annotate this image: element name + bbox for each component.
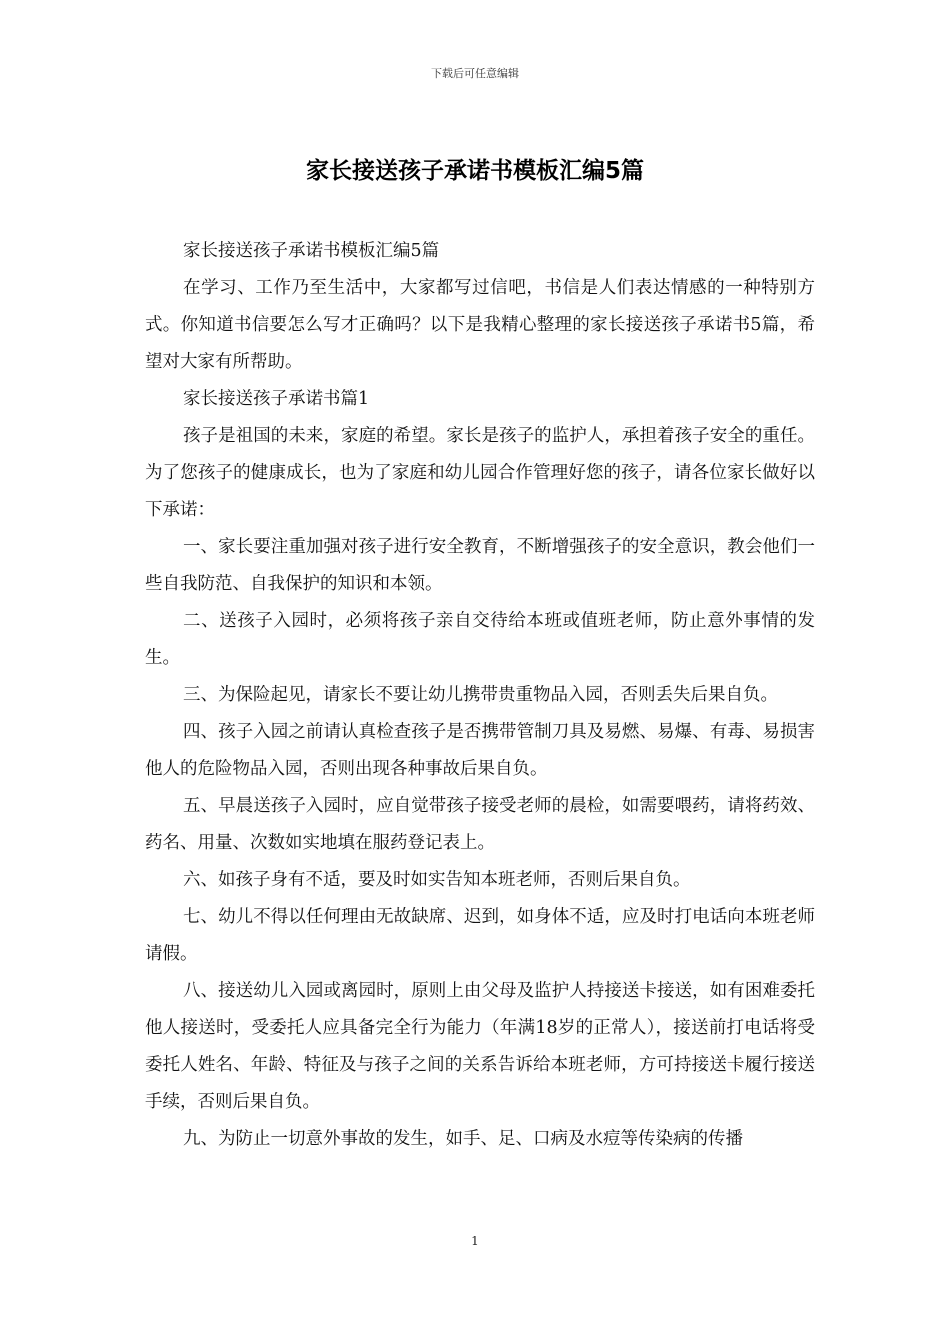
page-header: 下载后可任意编辑: [431, 67, 519, 80]
paragraph: 四、孩子入园之前请认真检查孩子是否携带管制刀具及易燃、易爆、有毒、易损害他人的危险物品入园，否则出现各种事故后果自负。: [145, 722, 815, 779]
paragraph: 一、家长要注重加强对孩子进行安全教育，不断增强孩子的安全意识，教会他们一些自我防范、自我保护的知识和本领。: [145, 537, 815, 594]
paragraph: 孩子是祖国的未来，家庭的希望。家长是孩子的监护人，承担着孩子安全的重任。为了您孩子的健康成长，也为了家庭和幼儿园合作管理好您的孩子，请各位家长做好以下承诺：: [145, 426, 815, 520]
paragraph: 八、接送幼儿入园或离园时，原则上由父母及监护人持接送卡接送，如有困难委托他人接送时，受委托人应具备完全行为能力（年满18岁的正常人），接送前打电话将受委托人姓名、年龄、特征及与孩子之间的关系告诉给本班老师，方可持接送卡履行接送手续，否则后果自负。: [145, 981, 815, 1112]
paragraph: 七、幼儿不得以任何理由无故缺席、迟到，如身体不适，应及时打电话向本班老师请假。: [145, 907, 815, 964]
document-title: 家长接送孩子承诺书模板汇编5篇: [305, 158, 644, 184]
paragraph: 在学习、工作乃至生活中，大家都写过信吧，书信是人们表达情感的一种特别方式。你知道书信要怎么写才正确吗？以下是我精心整理的家长接送孩子承诺书5篇，希望对大家有所帮助。: [145, 278, 815, 372]
paragraph: 五、早晨送孩子入园时，应自觉带孩子接受老师的晨检，如需要喂药，请将药效、药名、用量、次数如实地填在服药登记表上。: [145, 796, 815, 853]
paragraph: 三、为保险起见，请家长不要让幼儿携带贵重物品入园，否则丢失后果自负。: [183, 685, 778, 705]
document-body: [145, 233, 815, 1158]
paragraph: 二、送孩子入园时，必须将孩子亲自交待给本班或值班老师，防止意外事情的发生。: [145, 611, 815, 668]
paragraph: 家长接送孩子承诺书模板汇编5篇: [183, 241, 440, 261]
page-number: 1: [471, 1234, 479, 1248]
paragraph: 六、如孩子身有不适，要及时如实告知本班老师，否则后果自负。: [183, 870, 691, 890]
paragraph: 家长接送孩子承诺书篇1: [183, 389, 370, 409]
paragraph: 九、为防止一切意外事故的发生，如手、足、口病及水痘等传染病的传播: [183, 1129, 743, 1149]
